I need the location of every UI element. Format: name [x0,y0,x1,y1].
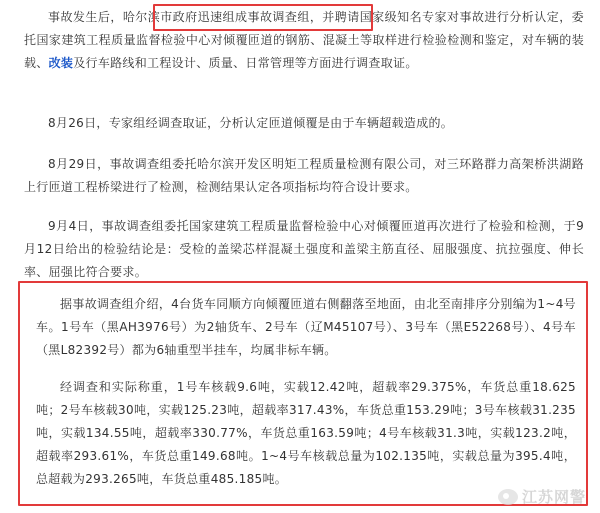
paragraph-sep4: 9月4日，事故调查组委托国家建筑工程质量监督检验中心对倾覆匝道再次进行了检验和检测，于9月12日给出的检验结论是：受检的盖梁芯样混凝土强度和盖梁主筋直径、屈服强度、抗拉强度、伸长率、屈强比符合要求。 [24,219,584,279]
p1-suffix: 及行车路线和工程设计、质量、日常管理等方面进行调查取证。 [73,56,418,70]
paragraph-aug29: 8月29日，事故调查组委托哈尔滨开发区明矩工程质量检测有限公司，对三环路群力高架桥洪湖路上行匝道工程桥梁进行了检测，检测结果认定各项指标均符合设计要求。 [24,157,584,194]
watermark [498,486,586,507]
p1-middle: ，并聘请国家级知名专家对事故进行分析认定，委托国家建筑工程质量监督检验中心对倾覆匝道的钢筋、混凝土等取样进行检验检测和鉴定，对车辆的装载、 [24,10,584,70]
paragraph-overload-stats: 经调查和实际称重，1号车核载9.6吨，实载12.42吨，超载率29.375%，车货总重18.625吨；2号车核载30吨，实载125.23吨，超载率317.43%，车货总重153.29吨；3号车核载31.235吨，实载134.55吨，超载率330.77%，车货总重163.59吨；4号车核载31.3吨，实载123.2吨，超载率293.61%，车货总重149.68吨。1~4号车核载总量为102.135吨，实载总量为395.4吨，总超载为293.265吨，车货总重485.185吨。 [36,380,576,486]
paragraph-aftermath [24,6,584,75]
p1-highlight-text: 哈尔滨市政府迅速组成事故调查组 [122,10,310,24]
watermark-text: 江苏网警 [521,488,586,506]
weibo-icon [498,489,518,505]
paragraph-aug26: 8月26日，专家组经调查取证，分析认定匝道倾覆是由于车辆超载造成的。 [48,116,454,130]
modification-link[interactable]: 改装 [48,56,74,70]
p1-prefix: 事故发生后， [48,10,123,24]
paragraph-vehicles: 据事故调查组介绍，4台货车同顺方向倾覆匝道右侧翻落至地面，由北至南排序分别编为1~4号车。1号车（黑AH3976号）为2轴货车、2号车（辽M45107号）、3号车（黑E52268号）、4号车（黑L82392号）都为6轴重型半挂车，均属非标车辆。 [36,297,576,357]
